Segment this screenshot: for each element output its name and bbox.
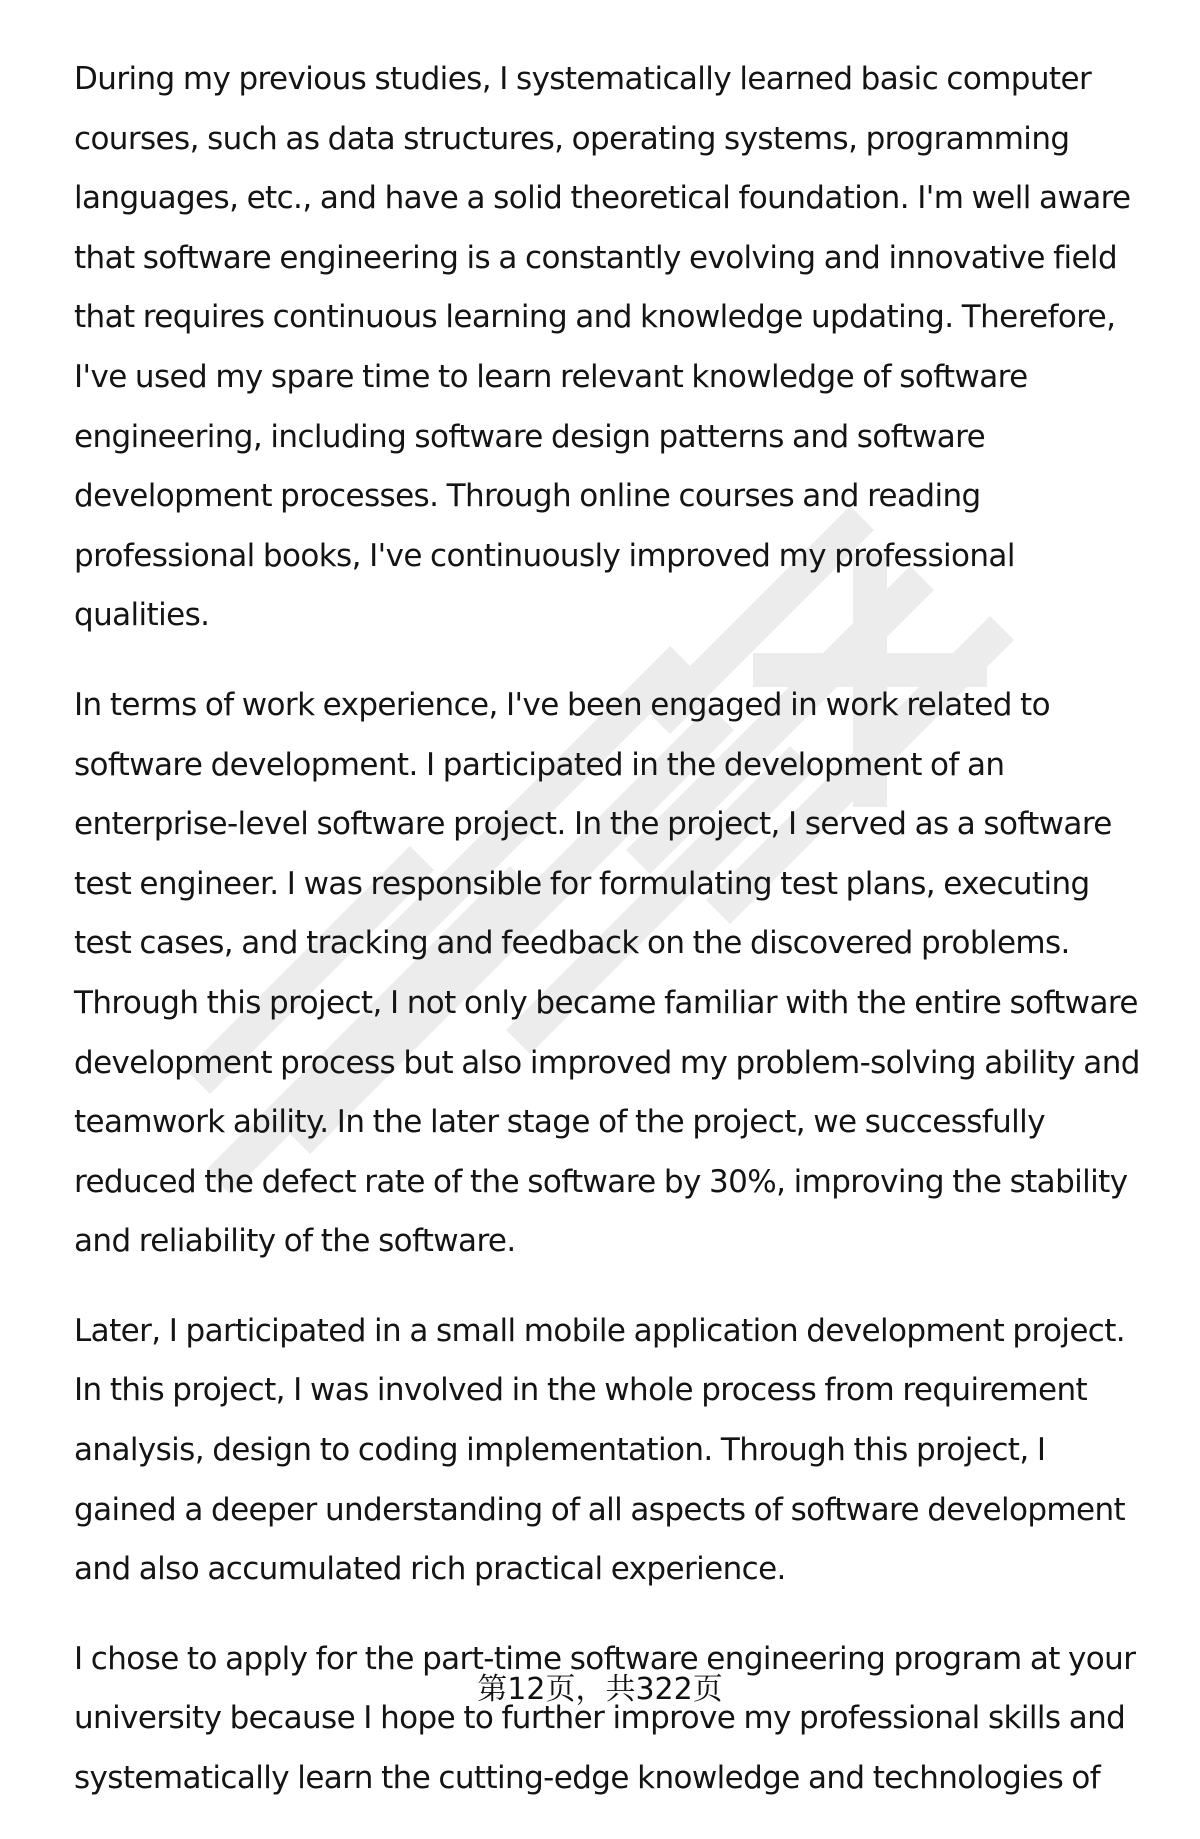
paragraph-work-experience: In terms of work experience, I've been engaged in work related to software development. I participated in the development of an enterprise-level software project. In the project, I served as a software test engineer. I was responsible for formulating test plans, executing test cases, and tracking and feedback on the discovered problems. Through this project, I not only became familiar with the entire software development process but also improved my problem-solving ability and teamwork ability. In the later stage of the project, we successfully reduced the defect rate of the software by 30%, improving the stability and reliability of the software. [74, 686, 1140, 1260]
page-number-footer: 第12页，共322页 [477, 1672, 723, 1707]
paragraph-mobile-project: Later, I participated in a small mobile application development project. In this project, I was involved in the whole process from requirement analysis, design to coding implementation. Through this project, I gained a deeper understanding of all aspects of software development and also accumulated rich practical experience. [74, 1312, 1126, 1588]
paragraph-studies: During my previous studies, I systematically learned basic computer courses, such as data structures, operating systems, programming languages, etc., and have a solid theoretical foundation. I'm well aware that software engineering is a constantly evolving and innovative field that requires continuous learning and knowledge updating. Therefore, I've used my spare time to learn relevant knowledge of software engineering, including software design patterns and software development processes. Through online courses and reading professional books, I've continuously improved my professional qualities. [74, 61, 1131, 634]
paragraph-application-reason: I chose to apply for the part-time software engineering program at your university because I hope to further improve my professional skills and systematically learn the cutting-edge knowledge and technologies of [74, 1640, 1136, 1797]
document-body [74, 50, 1154, 1839]
